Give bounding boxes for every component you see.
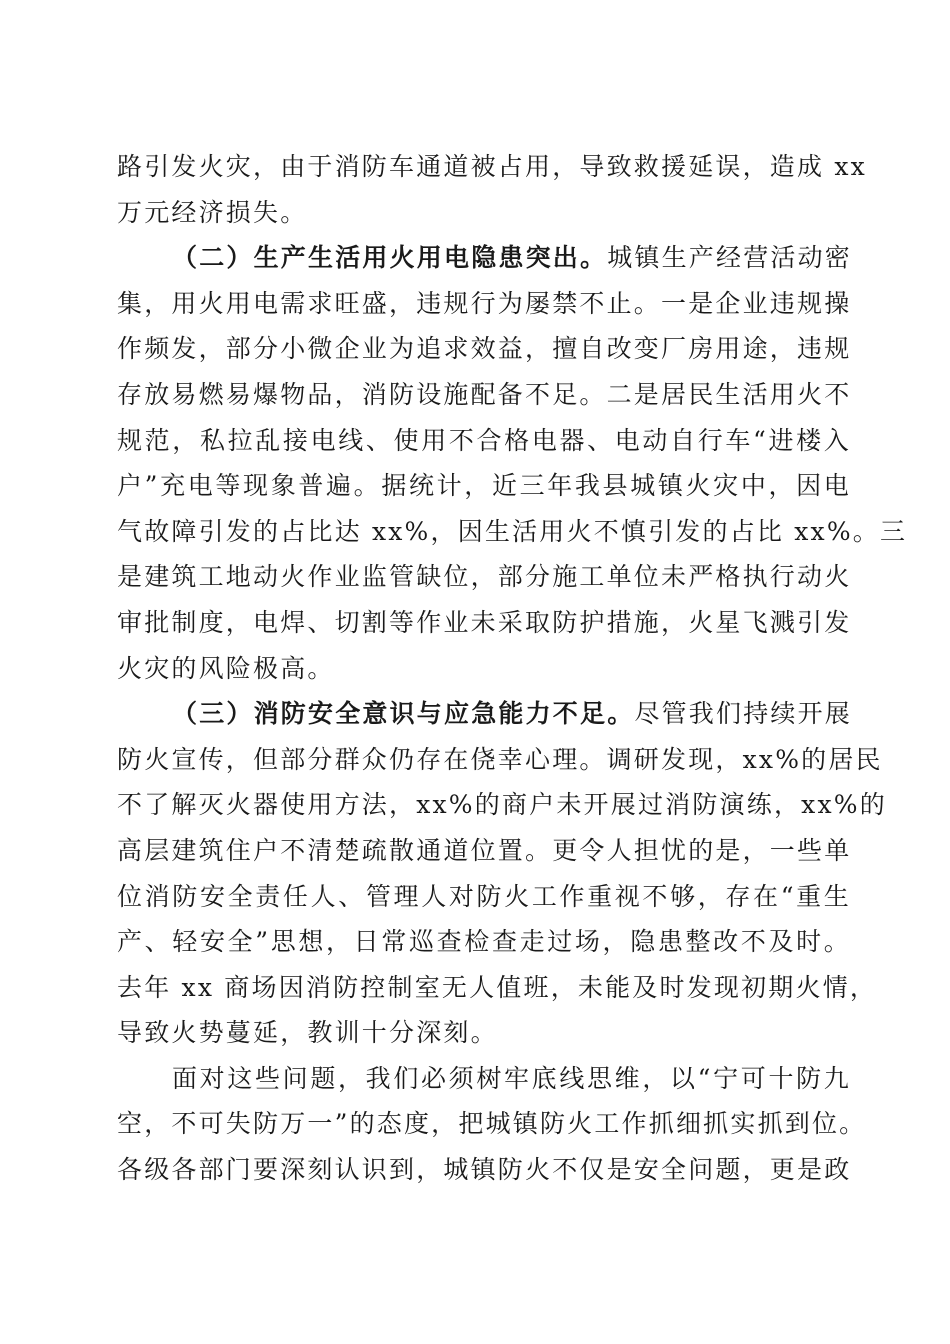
text-fragment: 尽管我们持续开展: [634, 699, 853, 729]
text-line: 空，不可失防万一”的态度，把城镇防火工作抓细抓实抓到位。: [117, 1109, 867, 1139]
paragraph-conclusion: [117, 1056, 867, 1193]
text-line: 规范，私拉乱接电线、使用不合格电器、电动自行车“进楼入: [117, 425, 851, 455]
text-line: 各级各部门要深刻认识到，城镇防火不仅是安全问题，更是政: [117, 1155, 852, 1185]
text-line: 万元经济损失。: [117, 197, 308, 227]
text-line: [117, 691, 851, 737]
section-heading-3: （三）消防安全意识与应急能力不足。: [172, 699, 635, 729]
text-line: 户”充电等现象普遍。据统计，近三年我县城镇火灾中，因电: [117, 471, 851, 501]
paragraph-fire-loss-continued: [117, 144, 867, 235]
text-line: 去年 xx 商场因消防控制室无人值班，未能及时发现初期火情，: [117, 972, 878, 1002]
text-line: 位消防安全责任人、管理人对防火工作重视不够，存在“重生: [117, 881, 851, 911]
text-line: 导致火势蔓延，教训十分深刻。: [117, 1018, 498, 1048]
text-line: 作频发，部分小微企业为追求效益，擅自改变厂房用途，违规: [117, 334, 852, 364]
text-line: 高层建筑住户不清楚疏散通道位置。更令人担忧的是，一些单: [117, 835, 852, 865]
text-line: 路引发火灾，由于消防车通道被占用，导致救援延误，造成 xx: [117, 152, 867, 181]
text-line: 面对这些问题，我们必须树牢底线思维，以“宁可十防九: [172, 1063, 851, 1093]
text-line: 是建筑工地动火作业监管缺位，部分施工单位未严格执行动火: [117, 562, 852, 592]
section-heading-2: （二）生产生活用火用电隐患突出。: [172, 243, 608, 273]
document-page: [117, 144, 908, 1193]
text-line: 产、轻安全”思想，日常巡查检查走过场，隐患整改不及时。: [117, 927, 851, 957]
text-line: 存放易燃易爆物品，消防设施配备不足。二是居民生活用火不: [117, 379, 852, 409]
text-line: 集，用火用电需求旺盛，违规行为屡禁不止。一是企业违规操: [117, 288, 852, 318]
text-line: [117, 235, 851, 281]
text-fragment: 城镇生产经营活动密: [607, 243, 853, 273]
text-line: 气故障引发的占比达 xx%，因生活用火不慎引发的占比 xx%。三: [117, 516, 908, 546]
paragraph-section-2: [117, 235, 908, 691]
text-line: 不了解灭火器使用方法，xx%的商户未开展过消防演练，xx%的: [117, 790, 887, 820]
text-line: 审批制度，电焊、切割等作业未采取防护措施，火星飞溅引发: [117, 607, 852, 637]
text-line: 火灾的风险极高。: [117, 653, 335, 683]
paragraph-section-3: [117, 691, 887, 1056]
text-line: 防火宣传，但部分群众仍存在侥幸心理。调研发现，xx%的居民: [117, 744, 883, 774]
